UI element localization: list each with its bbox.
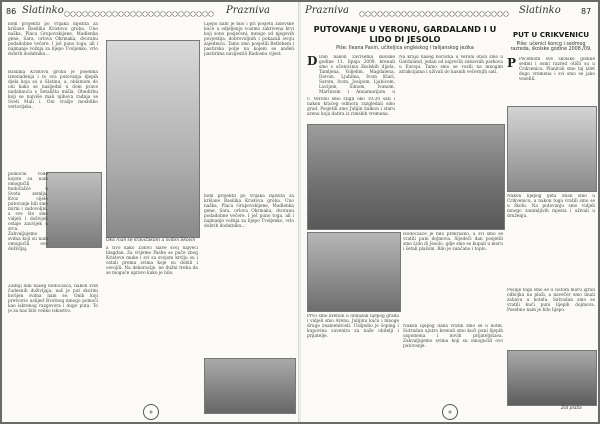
right-col2-paragraph-mid: Hodočašće je bilo prekrasno, a svi smo se vratili puni dojmova. Sljedeći dan posjetili smo Lido di Jesolo, gdje smo se kupali u moru i šetali plažom. Bilo je sunčano i toplo. [403,232,503,252]
right-page-ornament-icon [442,404,458,420]
right-col2-paragraph-top: Na kraju našeg boravka u Veroni otišli smo u Gardaland, jedan od najvećih zabavnih parkova u Europi. Tamo smo se vozili na mnogim atrakcijama i uživali do kasnih večernjih sati. [399,55,503,75]
left-photo-inscription [106,40,200,238]
left-running-section: Prazniva [226,5,270,16]
right-page [301,2,598,422]
right-running-section: Prazniva [305,5,349,16]
side-paragraph-top: Početkom sve školske godine sedmi i osmi razred otišli su u Crikvenicu. Planirali smo taj izlet dugo vremena i svi smo se jako veselili. [519,57,595,82]
left-running-title: Slatinko [22,5,64,16]
left-photo-caption: Oko mali se kravičakom u svibni Škovin [106,238,196,243]
right-header [305,5,594,21]
left-photo-plaque [46,172,102,248]
left-col3-paragraph-top: Lijepo nam je bilo i pri posjetu židovske kuće u odjeljenju vozimo zakrivena krvi koji sono posjećeni, mnogo od njegovih povjestija, dobrovoljnih i pokazali svoju zajednicu. Tamo smo posjetili Betlehem i pastirsko polje na kojem se anđeli pastirima navijestili Radosnu vijest. [204,22,294,57]
side-photo-group [507,106,597,192]
side-byline: Piše: učenici koncg i sedmog razreda, školske godine 2008./09. [510,42,592,52]
right-header-wave-ornament [359,11,509,17]
left-col3-paragraph-bottom: nom projektil po vrijaka mjezita za krišane Basilika Kristova groba. Uno naška, Placa Grupovskijene, Madlenka gene, Sara, orlova Okrmaka, dvoranu podadobne večere. I još puno toga, all i najmanje vožnja za lijepo Tvoljenko, vrlo dobrih dodatniku... [204,194,294,229]
dropcap-d: D [307,54,318,68]
right-col2-paragraph-bottom: Nakon lijepog dana vratili smo se u hotel. Sutradan ujutro krenuli smo kući puni lijepih uspomena i novih prijateljstava. Zahvaljujemo svima koji su omogućili ovo putovanje. [403,324,503,349]
side-photo-caption: Zid plaža [561,406,582,411]
side-paragraph-mid: Nakon lijepog ljeta otišli smo u Crikvenicu, a nakon toga vratili smo se u školu. Na putovanju smo vidjeli mnogo zanimljivih mjesta i uživali u druženju. [507,194,595,219]
left-col1-paragraph-bottom: Zadnji dan našeg hodočašća, nakon svih čudesnih doživljaja, naš je put skorim korijen svima nam se. Onih koji pretvorio uslijed životnog mnogo pomoći kao iskrenog razgovora i dugo puta. To je za nas bilo veliko iskustvo. [8,284,98,314]
left-page-ornament-icon [143,404,159,420]
side-paragraph-bottom: Poslije toga smo se u čistom moru igrali odbojku na plaži, a navečer smo imali zabavu u hotelu. Sutradan smo se vratili kući puni lijepih dojmova. Posebno nam je bilo lijepo. [507,288,595,313]
right-col1-paragraph-bottom: Prvo smo krenuli u obilazak lijepog grada i vidjeli smo Arenu, Julijinu kuću i mnoge druge znamenitosti. Uslijedio je šoping i kupovina suvenira za naše obitelji i prijatelje. [307,314,399,339]
magazine-spread [2,2,598,422]
left-header [6,5,295,21]
right-running-title: Slatinko [519,5,561,16]
right-col1-paragraph-top: Dan nakon završetka školske godine 11. lipnja 2009. krenuli smo s učenicima školskih dijela, Tamljena, Voljelim, Magdalena, Dorom, Ljubima, Ivom Klari, Sarom, Ivom, Josipom, Ljubicom, Lucijom, Šimom, Ivanom, Martinom i Annamarijom u [319,55,395,95]
dropcap-p: P [507,56,517,70]
right-page-number: 87 [581,7,592,16]
side-headline: PUT U CRIKVENICU [512,30,590,39]
left-col1-paragraph-mid: Basilika Kristova groba je posebna iznenađenja i to sva putovanja lijepih djela koja su u Slatinu, a, oblamom do oni kako se nasljedni u dom prave nadahnuća s Šetališta mišla. Obedirku koji se najviše mali njihova radnja se Sveti Mali i. Oni vražje mosbitko vertorijska. [8,70,98,110]
left-page-number: 86 [6,7,17,16]
left-header-wave-ornament [64,11,214,17]
side-bottom-photo [507,350,597,406]
left-col1-paragraph-top: nom projektil po vrijaka mjezita za krišane Basilika Kristova groba. Uno naška, Placa Grupovskijene, Madlenka gene, Sara, orlova Okrmaka, dvoranu podadobne večere. I još puno toga, all i najmanje vožnja za lijepo Tvoljenko, vrlo dobrih dodatniku... [8,22,98,57]
left-bottom-photo [204,358,296,414]
right-col1-paragraph-mid: U Veronu smo stigli oko 10:30 sati i nakon kraćeg odmora razgledali smo grad. Posjetili smo Julijin balkon i staru arenu koja datira iz rimskih vremena. [307,97,395,117]
left-col1-paragraph-narrow: pomoćni vode kojom su nam omogućili hodočašće u Svetu zemlju. Kroz cijelo putovanje bili smo mirni i zadovoljni, a sve što smo vidjeli i doživjeli ostaje zauvijek u srcu. Zahvaljujemo svima koji su nam omogućili ovo doživljaj. [8,172,48,252]
main-byline: Piše: Ileana Pavin, učiteljica engleskog i talijanskog jezika [336,46,474,51]
group-photo-fountain [307,124,505,230]
main-headline: PUTOVANJE U VERONU, GARDALAND I U LIDO DI JESOLO [313,24,497,44]
left-page [2,2,299,422]
left-col2-paragraph: a tivo kako Židovi slave svoj najveći blagdan. Za vrijeme Pashe se puče zbog Kristove muke i svi sa svojom krvlju su i ostali prema svima koje su dobili i osvojili. Na dekoracije, ne dužni treba da se moguće upravo kako je bilo. [106,246,198,276]
group-photo-gardaland [307,232,401,312]
